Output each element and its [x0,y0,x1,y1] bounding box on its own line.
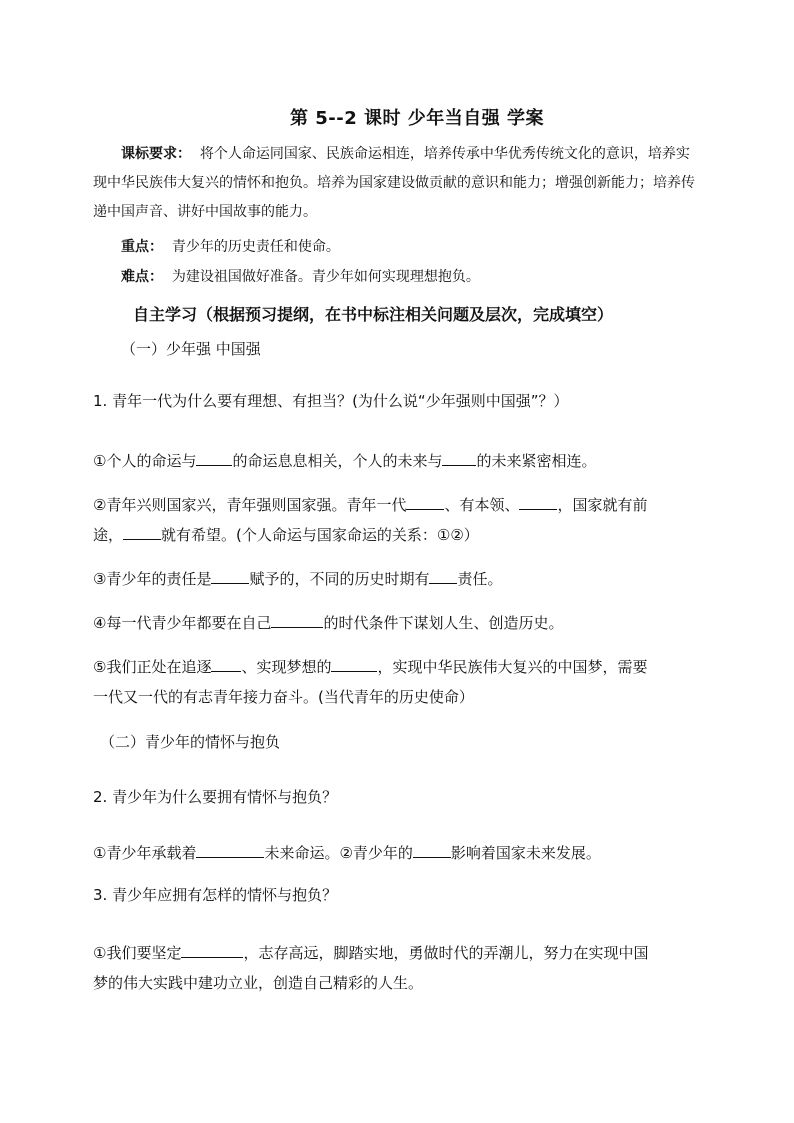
item-3-text-c: 责任。 [457,570,503,588]
item-4 [93,612,563,633]
key-point [121,236,340,256]
difficult-point-label: 难点： [121,269,163,285]
requirements-label: 课标要求： [121,146,191,162]
fill-blank[interactable] [211,657,241,672]
item-5 [93,652,709,712]
item-5-text-c: ，实现中华民族伟大复兴的中国梦，需要 [377,658,648,676]
item-3 [93,568,502,589]
item-2-text-d: 途， [93,526,124,544]
item-3-text-b: 赋予的，不同的历史时期有 [249,570,430,588]
item-2-text-e: 就有希望。(个人命运与国家命运的关系：①②） [161,526,479,544]
fill-blank[interactable] [429,569,457,584]
item-6 [93,842,601,863]
question-1: 1. 青年一代为什么要有理想、有担当？(为什么说“少年强则中国强”？） [93,392,569,410]
fill-blank[interactable] [442,451,476,466]
fill-blank[interactable] [211,569,249,584]
item-5-text-d: 一代又一代的有志青年接力奋斗。(当代青年的历史使命） [93,688,474,706]
item-2-text-a: ②青年兴则国家兴，青年强则国家强。青年一代 [93,496,407,514]
curriculum-requirements [93,140,703,227]
fill-blank[interactable] [413,843,451,858]
fill-blank[interactable] [331,657,377,672]
item-1-text-b: 的命运息息相关，个人的未来与 [232,452,443,470]
item-7-text-b: ，志存高远，脚踏实地，勇做时代的弄潮儿，努力在实现中国 [243,944,649,962]
key-point-label: 重点： [121,239,163,255]
self-study-heading: 自主学习（根据预习提纲，在书中标注相关问题及层次，完成填空） [133,305,614,324]
section1-heading: （一）少年强 中国强 [121,340,261,358]
item-6-text-c: 影响着国家未来发展。 [450,844,601,862]
fill-blank[interactable] [123,525,161,540]
item-4-text-a: ④每一代青少年都要在自己 [93,614,272,632]
item-4-text-b: 的时代条件下谋划人生、创造历史。 [323,614,564,632]
fill-blank[interactable] [271,613,323,628]
fill-blank[interactable] [181,943,243,958]
question-2: 2. 青少年为什么要拥有情怀与抱负？ [93,788,338,806]
item-6-text-b: 未来命运。②青少年的 [264,844,413,862]
item-5-text-a: ⑤我们正处在追逐 [93,658,212,676]
key-point-text: 青少年的历史责任和使命。 [171,239,340,255]
fill-blank[interactable] [519,495,557,510]
item-1-text-c: 的未来紧密相连。 [476,452,597,470]
item-1-text-a: ①个人的命运与 [93,452,197,470]
page-title: 第 5--2 课时 少年当自强 学案 [289,108,545,129]
fill-blank[interactable] [196,451,232,466]
fill-blank[interactable] [196,843,264,858]
item-7-text-a: ①我们要坚定 [93,944,182,962]
item-1 [93,450,596,471]
section2-heading: （二）青少年的情怀与抱负 [100,733,281,751]
item-3-text-a: ③青少年的责任是 [93,570,212,588]
item-2-text-b: 、有本领、 [444,496,520,514]
item-7-text-c: 梦的伟大实践中建功立业，创造自己精彩的人生。 [93,974,424,992]
requirements-text: 将个人命运同国家、民族命运相连，培养传承中华优秀传统文化的意识，培养实现中华民族伟大复兴的情怀和抱负。培养为国家建设做贡献的意识和能力；增强创新能力；培养传递中国声音、讲好中国故事的能力。 [93,146,695,220]
item-2 [93,490,709,550]
item-2-text-c: ，国家就有前 [557,496,648,514]
fill-blank[interactable] [406,495,444,510]
item-6-text-a: ①青少年承载着 [93,844,197,862]
difficult-point [121,266,480,286]
item-5-text-b: 、实现梦想的 [241,658,332,676]
question-3: 3. 青少年应拥有怎样的情怀与抱负？ [93,886,338,904]
difficult-point-text: 为建设祖国做好准备。青少年如何实现理想抱负。 [171,269,480,285]
item-7 [93,938,709,998]
